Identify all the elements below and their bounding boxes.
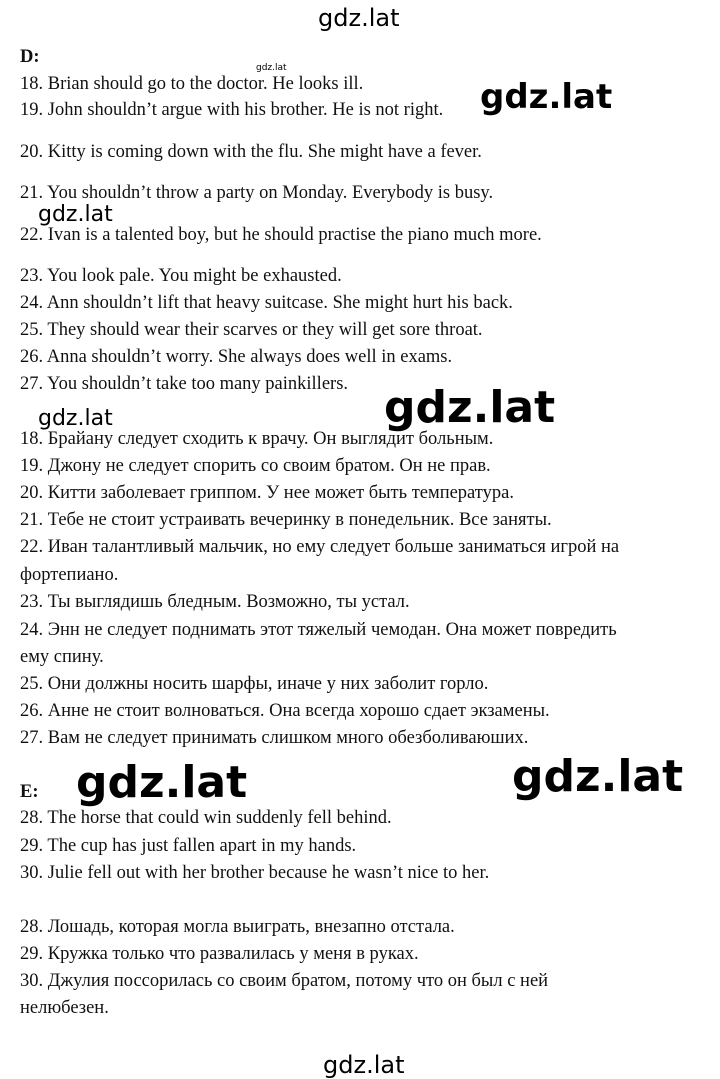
section-d-heading: D: [20,47,40,67]
list-item: 25. Они должны носить шарфы, иначе у них заболит горло. [20,674,489,694]
watermark-tiny: gdz.lat [256,63,287,73]
list-item: 23. Ты выглядишь бледным. Возможно, ты устал. [20,592,410,612]
list-item: 27. You shouldn’t take too many painkillers. [20,374,349,394]
list-item: 22. Иван талантливый мальчик, но ему следует больше заниматься игрой на [20,537,620,557]
watermark-huge: gdz.lat [512,751,684,802]
list-item: 23. You look pale. You might be exhausted. [20,266,342,286]
list-item: 27. Вам не следует принимать слишком много обезболиваюших. [20,728,529,748]
list-item: 22. Ivan is a talented boy, but he should practise the piano much more. [20,225,542,245]
list-item: 30. Julie fell out with her brother because he wasn’t nice to her. [20,863,490,883]
list-item: ему спину. [20,647,104,667]
list-item: 26. Anna shouldn’t worry. She always does well in exams. [20,347,453,367]
watermark-huge: gdz.lat [384,382,556,433]
list-item: 28. Лошадь, которая могла выиграть, внезапно отстала. [20,917,455,937]
list-item: 30. Джулия поссорилась со своим братом, потому что он был с ней [20,971,549,991]
list-item: 29. The cup has just fallen apart in my hands. [20,836,357,856]
list-item: 21. You shouldn’t throw a party on Monday. Everybody is busy. [20,183,494,203]
watermark-huge: gdz.lat [76,757,248,808]
list-item: 18. Брайану следует сходить к врачу. Он выглядит больным. [20,429,494,449]
list-item: 19. Джону не следует спорить со своим братом. Он не прав. [20,456,491,476]
list-item: 20. Kitty is coming down with the flu. She might have a fever. [20,142,482,162]
list-item: 18. Brian should go to the doctor. He looks ill. [20,74,364,94]
list-item: 25. They should wear their scarves or they will get sore throat. [20,320,483,340]
list-item: 24. Ann shouldn’t lift that heavy suitcase. She might hurt his back. [20,293,513,313]
watermark-small: gdz.lat [38,202,113,227]
watermark-big: gdz.lat [480,77,613,117]
list-item: 29. Кружка только что развалилась у меня в руках. [20,944,419,964]
watermark-top: gdz.lat [318,4,400,32]
list-item: 24. Энн не следует поднимать этот тяжелый чемодан. Она может повредить [20,620,617,640]
watermark-bottom: gdz.lat [323,1051,405,1079]
list-item: 20. Китти заболевает гриппом. У нее может быть температура. [20,483,514,503]
list-item: 26. Анне не стоит волноваться. Она всегда хорошо сдает экзамены. [20,701,550,721]
section-e-heading: E: [20,782,39,802]
watermark-small: gdz.lat [38,406,113,431]
list-item: фортепиано. [20,565,119,585]
list-item: нелюбезен. [20,998,109,1018]
list-item: 21. Тебе не стоит устраивать вечеринку в понедельник. Все заняты. [20,510,552,530]
list-item: 19. John shouldn’t argue with his brother. He is not right. [20,100,444,120]
list-item: 28. The horse that could win suddenly fell behind. [20,808,392,828]
